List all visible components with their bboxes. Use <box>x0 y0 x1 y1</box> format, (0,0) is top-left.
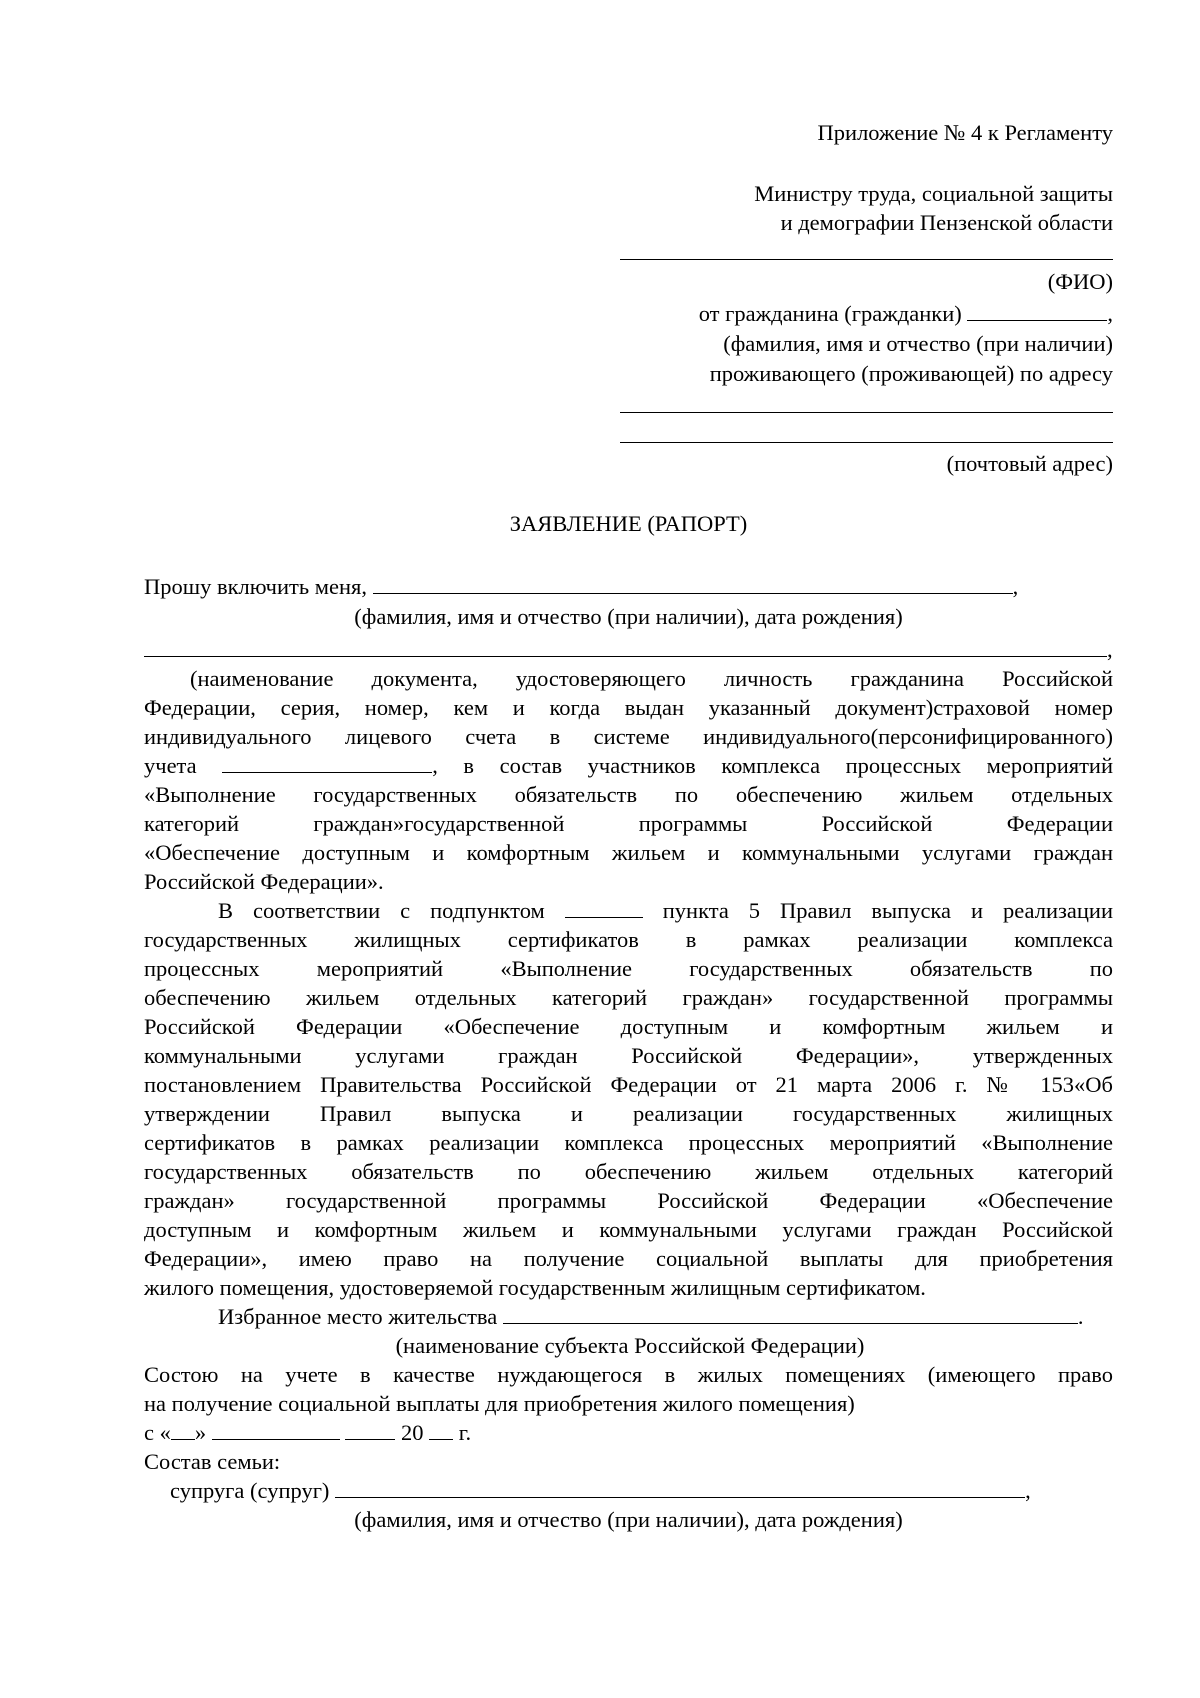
para2-line-5: Российской Федерации «Обеспечение доступным и комфортным жильем и <box>144 1014 1113 1039</box>
para2-line-3: процессных мероприятий «Выполнение государственных обязательств по <box>144 956 1113 981</box>
from-label: от гражданина (гражданки) <box>698 301 968 326</box>
residence-suffix: . <box>1077 1304 1084 1329</box>
date-extra-blank[interactable] <box>345 1438 395 1440</box>
date-year-blank[interactable] <box>429 1438 453 1440</box>
family-label: Состав семьи: <box>144 1449 281 1474</box>
registration-line-2: на получение социальной выплаты для приобретения жилого помещения) <box>144 1391 855 1416</box>
registration-date-line <box>144 1419 471 1447</box>
para2-line-11: граждан» государственной программы Российской Федерации «Обеспечение <box>144 1188 1113 1213</box>
spouse-name-blank[interactable] <box>335 1496 1025 1498</box>
para1-line-5: «Выполнение государственных обязательств по обеспечению жильем отдельных <box>144 782 1113 807</box>
from-blank[interactable] <box>967 319 1107 321</box>
para1-line-1: (наименование документа, удостоверяющего личность гражданина Российской <box>190 666 1113 691</box>
appendix-label: Приложение № 4 к Регламенту <box>817 120 1113 145</box>
fio-blank-line[interactable] <box>620 259 1113 260</box>
para2-line-12: доступным и комфортным жильем и коммунальными услугами граждан Российской <box>144 1217 1113 1242</box>
para2-line-8: утверждении Правил выпуска и реализации государственных жилищных <box>144 1101 1113 1126</box>
para1-line-4 <box>144 752 1113 780</box>
request-name-blank[interactable] <box>373 592 1013 594</box>
postal-caption: (почтовый адрес) <box>946 451 1113 476</box>
para2-line-13: Федерации», имею право на получение социальной выплаты для приобретения <box>144 1246 1113 1271</box>
subparagraph-blank[interactable] <box>565 916 643 918</box>
para2-line-6: коммунальными услугами граждан Российской Федерации», утвержденных <box>144 1043 1113 1068</box>
para1-line-4-rest: , в состав участников комплекса процессных мероприятий <box>432 753 1114 778</box>
para2-line-14: жилого помещения, удостоверяемой государственным жилищным сертификатом. <box>144 1275 926 1300</box>
request-suffix: , <box>1012 574 1019 599</box>
date-month-blank[interactable] <box>212 1438 340 1440</box>
para1-line-8: Российской Федерации». <box>144 869 384 894</box>
registration-line-1: Состою на учете в качестве нуждающегося в жилых помещениях (имеющего право <box>144 1362 1113 1387</box>
from-suffix: , <box>1107 301 1113 326</box>
spouse-label: супруга (супруг) <box>170 1478 336 1503</box>
account-number-blank[interactable] <box>222 771 432 773</box>
date-prefix: с « <box>144 1420 171 1445</box>
document-blank-line[interactable] <box>144 656 1107 657</box>
residence-line <box>218 1303 1084 1331</box>
para1-line-7: «Обеспечение доступным и комфортным жильем и коммунальными услугами граждан <box>144 840 1113 865</box>
spouse-caption: (фамилия, имя и отчество (при наличии), дата рождения) <box>354 1507 903 1532</box>
spouse-line <box>170 1477 1031 1505</box>
para2-line-2: государственных жилищных сертификатов в рамках реализации комплекса <box>144 927 1113 952</box>
para2-line-4: обеспечению жильем отдельных категорий граждан» государственной программы <box>144 985 1113 1010</box>
spouse-suffix: , <box>1025 1478 1031 1503</box>
residing-label: проживающего (проживающей) по адресу <box>709 361 1113 386</box>
request-caption: (фамилия, имя и отчество (при наличии), дата рождения) <box>354 604 903 629</box>
date-suffix: г. <box>453 1420 472 1445</box>
addressee-line-2: и демографии Пензенской области <box>780 210 1113 235</box>
para2-line-1-rest: пункта 5 Правил выпуска и реализации <box>642 898 1113 923</box>
document-blank-suffix: , <box>1107 637 1113 662</box>
para1-line-2: Федерации, серия, номер, кем и когда выдан указанный документ)страховой номер <box>144 695 1113 720</box>
para2-line-10: государственных обязательств по обеспечению жильем отдельных категорий <box>144 1159 1113 1184</box>
residence-blank[interactable] <box>503 1322 1078 1324</box>
name-caption: (фамилия, имя и отчество (при наличии) <box>723 331 1113 356</box>
para1-line-3: индивидуального лицевого счета в системе индивидуального(персонифицированного) <box>144 724 1113 749</box>
address-blank-line-2[interactable] <box>620 442 1113 443</box>
request-label: Прошу включить меня, <box>144 574 373 599</box>
date-day-blank[interactable] <box>171 1438 195 1440</box>
document-title: ЗАЯВЛЕНИЕ (РАПОРТ) <box>509 511 748 536</box>
account-label: учета <box>144 753 223 778</box>
subparagraph-label: В соответствии с подпунктом <box>218 898 565 923</box>
para2-line-7: постановлением Правительства Российской Федерации от 21 марта 2006 г. № 153«Об <box>144 1072 1113 1097</box>
residence-label: Избранное место жительства <box>218 1304 503 1329</box>
para2-line-9: сертификатов в рамках реализации комплекса процессных мероприятий «Выполнение <box>144 1130 1113 1155</box>
request-line <box>144 573 1018 601</box>
fio-caption: (ФИО) <box>1047 269 1113 294</box>
residence-caption: (наименование субъекта Российской Федерации) <box>395 1333 865 1358</box>
address-blank-line-1[interactable] <box>620 412 1113 413</box>
addressee-line-1: Министру труда, социальной защиты <box>754 181 1113 206</box>
date-quote-close: » <box>194 1420 212 1445</box>
date-year-prefix: 20 <box>395 1420 430 1445</box>
para1-line-6: категорий граждан»государственной программы Российской Федерации <box>144 811 1113 836</box>
para2-line-1 <box>218 897 1113 925</box>
from-citizen-line <box>699 300 1113 328</box>
